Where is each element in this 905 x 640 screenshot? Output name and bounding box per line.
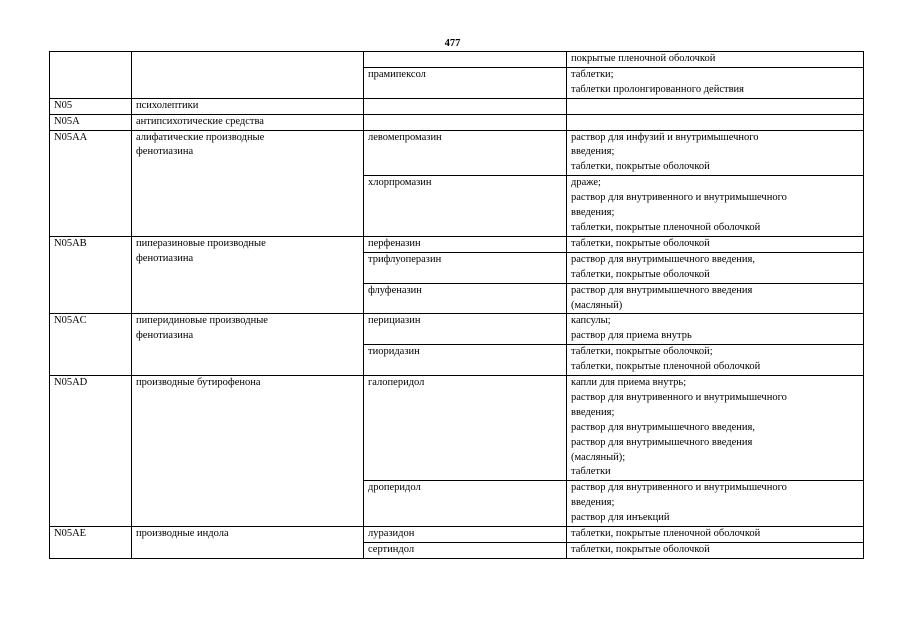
table-cell: [567, 236, 864, 252]
cell-line: введения;: [571, 406, 615, 418]
cell-line: раствор для внутривенного и внутримышечного: [571, 391, 787, 403]
cell-line: (масляный): [571, 299, 623, 311]
table-cell: [132, 236, 364, 314]
cell-line: таблетки, покрытые пленочной оболочкой: [571, 361, 761, 373]
cell-line: производные бутирофенона: [136, 377, 261, 389]
table-cell: [364, 114, 567, 130]
table-row: [50, 527, 864, 543]
table-cell: [364, 283, 567, 314]
cell-text: тиоридазин: [368, 346, 420, 358]
table-cell: [364, 543, 567, 559]
table-cell: [364, 376, 567, 481]
cell-line: фенотиазина: [136, 146, 194, 158]
table-cell: [364, 176, 567, 237]
cell-text: левомепромазин: [368, 131, 442, 143]
cell-line: таблетки, покрытые оболочкой: [571, 544, 710, 555]
cell-text: [368, 52, 562, 67]
cell-text: прамипексол: [368, 68, 426, 80]
table-cell: [364, 130, 567, 176]
table-cell: [567, 176, 864, 237]
table-cell: [50, 130, 132, 236]
table-cell: [132, 314, 364, 376]
cell-text: трифлуоперазин: [368, 253, 442, 265]
table-cell: [132, 527, 364, 559]
cell-text: сертиндол: [368, 544, 415, 555]
table-cell: [364, 252, 567, 283]
cell-line: введения;: [571, 207, 615, 219]
table-cell: [567, 252, 864, 283]
table-row: [50, 114, 864, 130]
table-cell: [364, 314, 567, 345]
table-cell: [567, 543, 864, 559]
table-cell: [567, 52, 864, 68]
cell-line: раствор для внутривенного и внутримышечного: [571, 192, 787, 204]
cell-text: психолептики: [136, 99, 199, 111]
cell-text: антипсихотические средства: [136, 115, 264, 127]
table-cell: [567, 114, 864, 130]
cell-line: фенотиазина: [136, 330, 194, 342]
cell-line: раствор для инфузий и внутримышечного: [571, 131, 759, 143]
cell-line: таблетки;: [571, 68, 614, 80]
table-cell: [50, 527, 132, 559]
cell-line: пиперидиновые производные: [136, 315, 268, 327]
cell-line: таблетки, покрытые оболочкой;: [571, 346, 713, 358]
table-cell: [50, 236, 132, 314]
cell-line: покрытые пленочной оболочкой: [571, 53, 716, 64]
cell-text: [368, 115, 562, 130]
cell-line: производные индола: [136, 528, 229, 540]
table-row: [50, 376, 864, 481]
cell-line: раствор для внутримышечного введения: [571, 436, 753, 448]
cell-line: раствор для внутримышечного введения: [571, 284, 753, 296]
table-cell: [567, 345, 864, 376]
cell-line: (масляный);: [571, 451, 626, 463]
drug-table: [49, 51, 864, 559]
cell-line: введения;: [571, 497, 615, 509]
cell-text: флуфеназин: [368, 284, 422, 296]
cell-line: таблетки, покрытые пленочной оболочкой: [571, 528, 761, 540]
cell-text: N05: [54, 99, 73, 111]
table-cell: [364, 481, 567, 527]
cell-text: хлорпромазин: [368, 177, 432, 189]
table-cell: [50, 98, 132, 114]
cell-text: дроперидол: [368, 482, 421, 494]
table-cell: [132, 52, 364, 99]
cell-line: N05AD: [54, 377, 88, 389]
table-cell: [50, 114, 132, 130]
table-cell: [364, 98, 567, 114]
cell-line: N05AB: [54, 237, 87, 249]
table-row: [50, 52, 864, 68]
page-number: 477: [444, 38, 461, 49]
cell-line: таблетки: [571, 466, 611, 478]
table-cell: [567, 481, 864, 527]
cell-text: [54, 52, 127, 67]
table-cell: [567, 67, 864, 98]
table-cell: [567, 130, 864, 176]
table-cell: [364, 52, 567, 68]
table-row: [50, 98, 864, 114]
table-cell: [567, 98, 864, 114]
cell-text: перфеназин: [368, 237, 421, 249]
table-row: [50, 314, 864, 345]
table-cell: [567, 376, 864, 481]
cell-line: введения;: [571, 146, 615, 158]
table-cell: [132, 130, 364, 236]
cell-line: раствор для приема внутрь: [571, 330, 692, 342]
cell-text: перициазин: [368, 315, 421, 327]
table-cell: [50, 376, 132, 527]
table-cell: [132, 98, 364, 114]
cell-line: N05AE: [54, 528, 87, 540]
cell-line: N05AA: [54, 131, 88, 143]
cell-text: N05A: [54, 115, 80, 127]
cell-line: раствор для внутривенного и внутримышечного: [571, 482, 787, 494]
table-cell: [567, 527, 864, 543]
cell-line: раствор для внутримышечного введения,: [571, 421, 755, 433]
cell-text: [368, 99, 562, 114]
table-cell: [364, 67, 567, 98]
table-cell: [364, 236, 567, 252]
cell-line: алифатические производные: [136, 131, 265, 143]
table-body: [50, 52, 864, 559]
cell-text: луразидон: [368, 528, 415, 540]
cell-line: таблетки, покрытые оболочкой: [571, 237, 710, 249]
cell-line: таблетки пролонгированного действия: [571, 83, 744, 95]
cell-line: раствор для внутримышечного введения,: [571, 253, 755, 265]
table-cell: [132, 376, 364, 527]
table-cell: [364, 345, 567, 376]
cell-line: драже;: [571, 177, 601, 189]
cell-line: N05AC: [54, 315, 87, 327]
cell-line: таблетки, покрытые оболочкой: [571, 161, 710, 173]
table-cell: [364, 527, 567, 543]
table-cell: [50, 314, 132, 376]
cell-line: таблетки, покрытые оболочкой: [571, 268, 710, 280]
cell-line: раствор для инъекций: [571, 512, 670, 524]
table-cell: [132, 114, 364, 130]
cell-line: таблетки, покрытые пленочной оболочкой: [571, 221, 761, 233]
cell-text: галоперидол: [368, 377, 425, 389]
table-cell: [567, 283, 864, 314]
cell-text: [136, 52, 359, 67]
cell-line: капсулы;: [571, 315, 611, 327]
cell-line: капли для приема внутрь;: [571, 377, 687, 389]
table-cell: [50, 52, 132, 99]
cell-line: пиперазиновые производные: [136, 237, 266, 249]
table-row: [50, 130, 864, 176]
cell-line: фенотиазина: [136, 252, 194, 264]
table-row: [50, 236, 864, 252]
table-cell: [567, 314, 864, 345]
